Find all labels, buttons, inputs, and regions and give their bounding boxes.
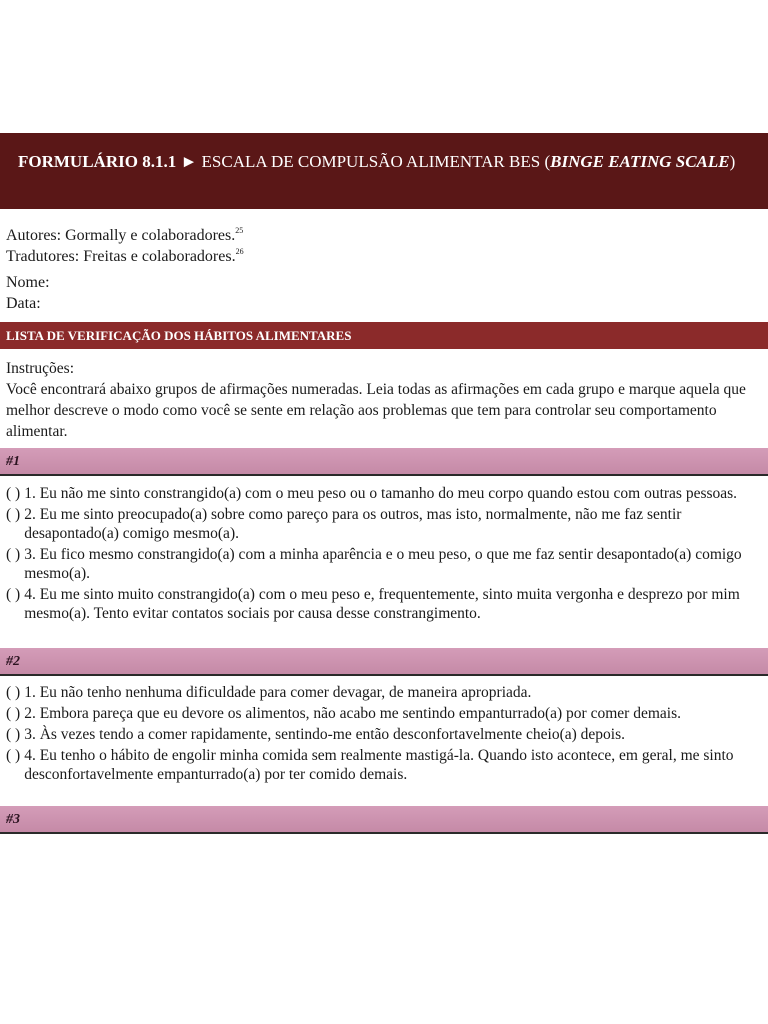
option-checkbox[interactable]: ( ) (6, 546, 21, 563)
option-2-1[interactable] (6, 683, 762, 702)
option-text: 3. Eu fico mesmo constrangido(a) com a minha aparência e o meu peso, o que me faz sentir desapontado(a) comigo mesmo(a). (24, 546, 742, 582)
option-1-3[interactable] (6, 545, 762, 583)
translators-ref: 26 (235, 247, 244, 256)
option-text: 2. Eu me sinto preocupado(a) sobre como pareço para os outros, mas isto, normalmente, não me faz sentir desapontado(a) comigo mesmo(a). (24, 506, 682, 542)
arrow-icon: ► (180, 152, 198, 171)
option-2-4[interactable] (6, 746, 762, 784)
option-1-1[interactable] (6, 484, 762, 503)
translators-label: Tradutores: Freitas e colaboradores. (6, 248, 236, 265)
instructions-heading: Instruções: (6, 360, 75, 377)
option-checkbox[interactable]: ( ) (6, 684, 21, 701)
option-text: 2. Embora pareça que eu devore os alimentos, não acabo me sentindo empanturrado(a) por comer demais. (24, 705, 681, 722)
option-checkbox[interactable]: ( ) (6, 705, 21, 722)
option-checkbox[interactable]: ( ) (6, 726, 21, 743)
group-2-options (6, 683, 762, 786)
name-field-label: Nome: (6, 274, 50, 291)
authors-label: Autores: Gormally e colaboradores. (6, 227, 236, 244)
option-text: 4. Eu me sinto muito constrangido(a) com o meu peso e, frequentemente, sinto muita vergonha e desprezo por mim mesmo(a). Tento evitar contatos sociais por causa desse constrangimento. (24, 586, 740, 622)
option-checkbox[interactable]: ( ) (6, 586, 21, 603)
form-title-italic: BINGE EATING SCALE (550, 152, 730, 171)
section-title: LISTA DE VERIFICAÇÃO DOS HÁBITOS ALIMENTARES (0, 322, 768, 349)
group-header-1: #1 (0, 448, 768, 476)
option-text: 1. Eu não me sinto constrangido(a) com o meu peso ou o tamanho do meu corpo quando estou com outras pessoas. (24, 485, 738, 502)
option-1-2[interactable] (6, 505, 762, 543)
instructions (6, 358, 758, 442)
form-title-close: ) (729, 152, 736, 171)
option-checkbox[interactable]: ( ) (6, 747, 21, 764)
option-2-3[interactable] (6, 725, 762, 744)
group-1-options (6, 484, 762, 625)
form-title-main: ESCALA DE COMPULSÃO ALIMENTAR BES ( (201, 152, 551, 171)
option-checkbox[interactable]: ( ) (6, 485, 21, 502)
option-text: 3. Às vezes tendo a comer rapidamente, sentindo-me então desconfortavelmente cheio(a) depois. (24, 726, 626, 743)
form-code: FORMULÁRIO 8.1.1 (18, 152, 177, 171)
form-title (0, 133, 768, 209)
option-2-2[interactable] (6, 704, 762, 723)
option-checkbox[interactable]: ( ) (6, 506, 21, 523)
group-header-2: #2 (0, 648, 768, 676)
date-field-label: Data: (6, 295, 41, 312)
option-1-4[interactable] (6, 585, 762, 623)
option-text: 1. Eu não tenho nenhuma dificuldade para comer devagar, de maneira apropriada. (24, 684, 532, 701)
authors-ref: 25 (235, 226, 244, 235)
instructions-body: Você encontrará abaixo grupos de afirmações numeradas. Leia todas as afirmações em cada grupo e marque aquela que melhor descreve o modo como você se sente em relação aos problemas que tem para controlar seu comportamento alimentar. (6, 381, 746, 440)
option-text: 4. Eu tenho o hábito de engolir minha comida sem realmente mastigá-la. Quando isto acontece, em geral, me sinto desconfortavelmente empanturrado(a) por ter comido demais. (24, 747, 734, 783)
translators-line (6, 241, 244, 267)
group-header-3: #3 (0, 806, 768, 834)
